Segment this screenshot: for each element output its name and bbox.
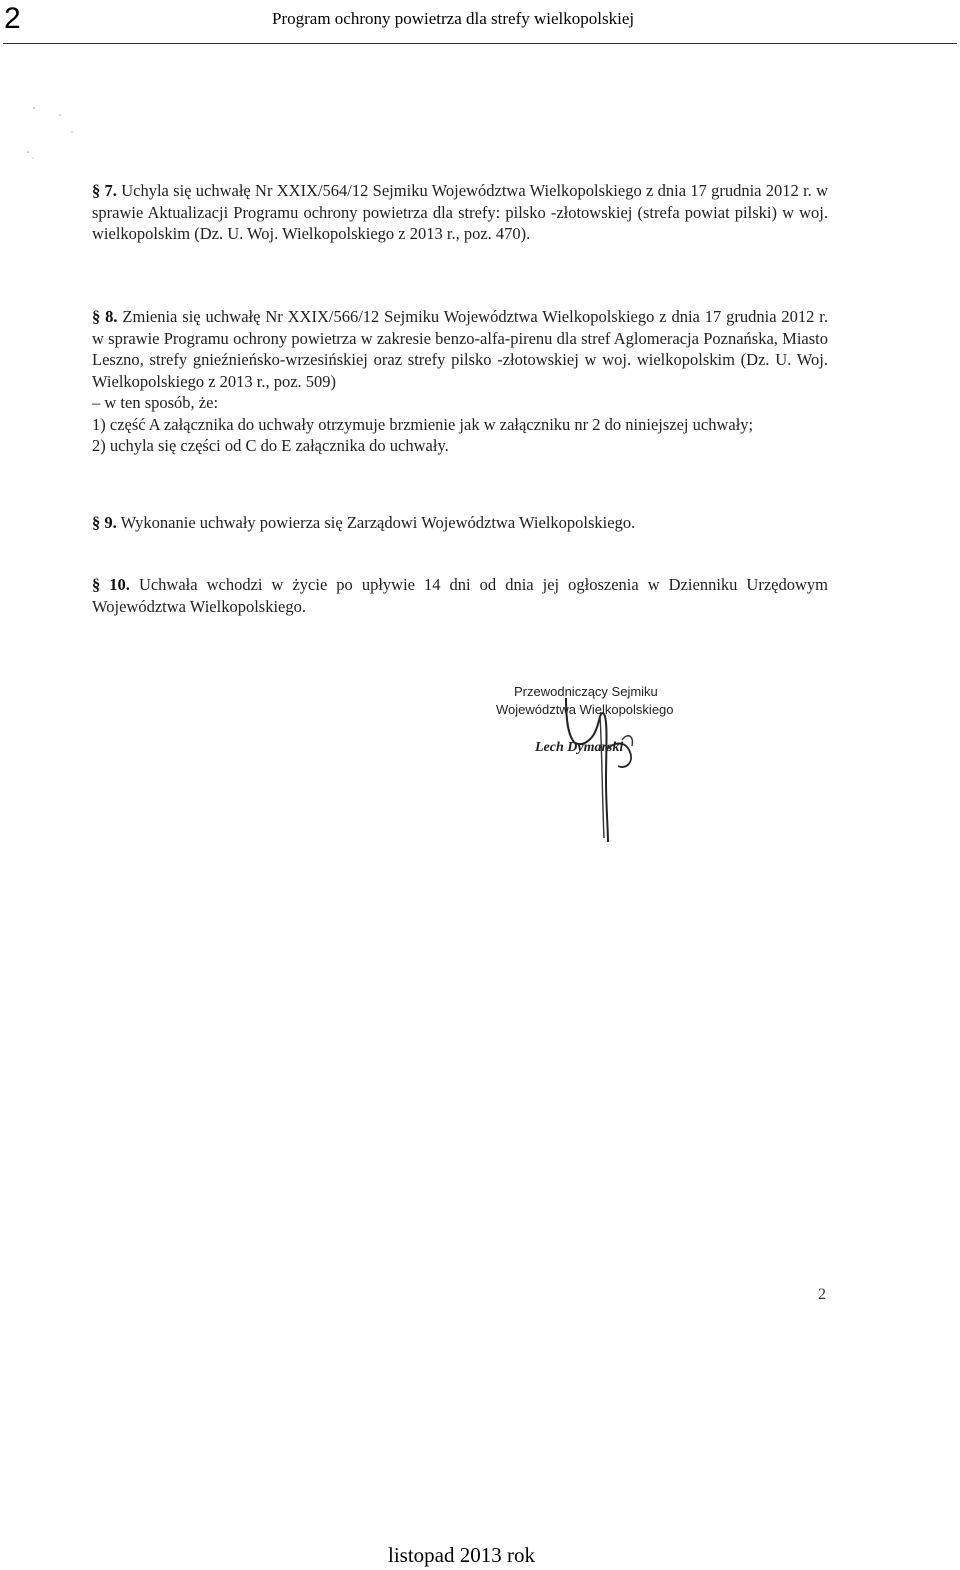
footer-date: listopad 2013 rok (388, 1543, 535, 1567)
section-7-label: § 7. (92, 181, 117, 200)
signature-title-line2: Województwa Wielkopolskiego (496, 702, 674, 717)
signature-name: Lech Dymarski (535, 740, 624, 755)
section-9 (92, 512, 828, 534)
section-10 (92, 574, 828, 617)
scan-specks (0, 90, 80, 170)
section-10-label: § 10. (92, 575, 130, 594)
section-10-text: Uchwała wchodzi w życie po upływie 14 dni od dnia jej ogłoszenia w Dzienniku Urzędowym Województwa Wielkopolskiego. (92, 575, 828, 616)
section-8-item-2: 2) uchyla się części od C do E załącznika do uchwały. (92, 436, 449, 455)
section-8-intro: – w ten sposób, że: (92, 393, 219, 412)
section-9-text: Wykonanie uchwały powierza się Zarządowi Województwa Wielkopolskiego. (120, 513, 636, 532)
signature-title-line1: Przewodniczący Sejmiku (514, 684, 658, 699)
header-page-number: 2 (4, 2, 21, 35)
section-8-text: Zmienia się uchwałę Nr XXIX/566/12 Sejmiku Województwa Wielkopolskiego z dnia 17 grudnia 2012 r. w sprawie Programu ochrony powietrza w zakresie benzo-alfa-pirenu dla stref Aglomeracja Poznańska, Miasto Leszno, strefy gnieźnieńsko-wrzesińskiej oraz strefy pilsko -złotowskiej w woj. wielkopolskim (Dz. U. Woj. Wielkopolskiego z 2013 r., poz. 509) (92, 307, 829, 391)
section-9-label: § 9. (92, 513, 117, 532)
section-8 (92, 306, 828, 457)
section-8-item-1: 1) część A załącznika do uchwały otrzymuje brzmienie jak w załączniku nr 2 do niniejszej uchwały; (92, 414, 754, 434)
handwritten-signature (560, 690, 650, 850)
scan-page-number: 2 (818, 1286, 826, 1303)
section-8-label: § 8. (92, 307, 118, 326)
section-7-text: Uchyla się uchwałę Nr XXIX/564/12 Sejmiku Województwa Wielkopolskiego z dnia 17 grudnia 2012 r. w sprawie Aktualizacji Programu ochrony powietrza dla strefy: pilsko -złotowskiej (strefa powiat pilski) w woj. wielkopolskim (Dz. U. Woj. Wielkopolskiego z 2013 r., poz. 470). (92, 181, 829, 243)
section-7 (92, 180, 828, 245)
header-title: Program ochrony powietrza dla strefy wielkopolskiej (272, 9, 635, 28)
header-rule (3, 43, 957, 44)
